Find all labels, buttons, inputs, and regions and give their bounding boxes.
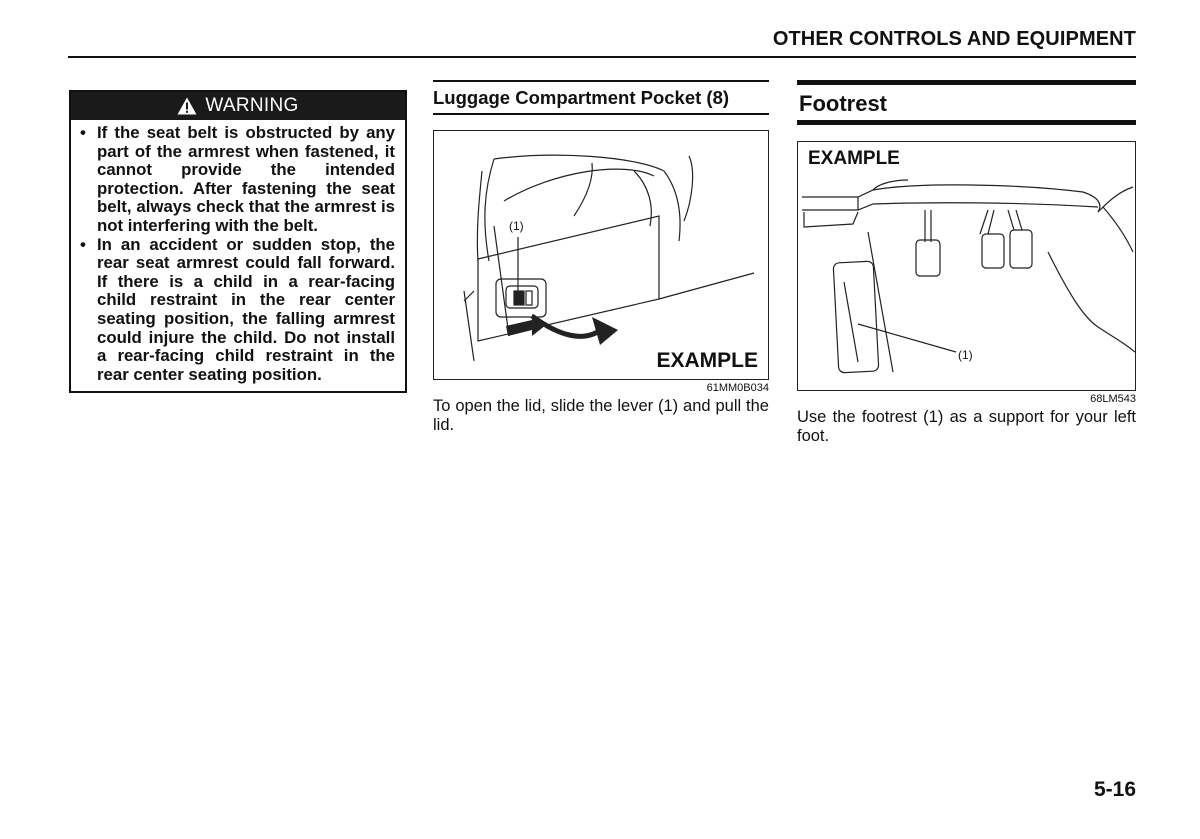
warning-item: • In an accident or sudden stop, the rear seat armrest could fall forward. If there is a child in a rear-facing child restraint in the rear center seating position, the falling armrest could injure the child. Do not install a rear-facing child restraint in the rear center seating position. <box>97 236 395 385</box>
luggage-pocket-body: To open the lid, slide the lever (1) and pull the lid. <box>433 397 769 434</box>
luggage-example-label: EXAMPLE <box>656 349 758 372</box>
warning-heading: WARNING <box>205 95 299 116</box>
luggage-pocket-section <box>433 80 769 435</box>
luggage-pocket-illustration <box>434 131 768 379</box>
header-divider <box>68 56 1136 58</box>
warning-item: • If the seat belt is obstructed by any part of the armrest when fastened, it cannot provide the intended protection. After fastening the seat belt, always check that the armrest is not interfering with the belt. <box>97 124 395 236</box>
page-header-title: OTHER CONTROLS AND EQUIPMENT <box>772 28 1136 50</box>
footrest-title: Footrest <box>797 80 1136 125</box>
footrest-section <box>797 80 1136 446</box>
luggage-figure-code: 61MM0B034 <box>706 382 769 394</box>
luggage-pocket-title: Luggage Compartment Pocket (8) <box>433 80 769 115</box>
footrest-callout-label: (1) <box>958 348 973 362</box>
footrest-body: Use the footrest (1) as a support for your left foot. <box>797 408 1136 445</box>
warning-header <box>71 92 405 120</box>
footrest-figure-code: 68LM543 <box>1090 393 1136 405</box>
warning-list <box>71 120 405 384</box>
footrest-figure <box>797 141 1136 391</box>
luggage-callout-label: (1) <box>509 219 524 233</box>
luggage-pocket-figure <box>433 130 769 380</box>
footrest-example-label: EXAMPLE <box>808 148 900 169</box>
page-number: 5-16 <box>1093 778 1136 801</box>
warning-box <box>69 90 407 393</box>
warning-triangle-icon <box>177 97 197 115</box>
